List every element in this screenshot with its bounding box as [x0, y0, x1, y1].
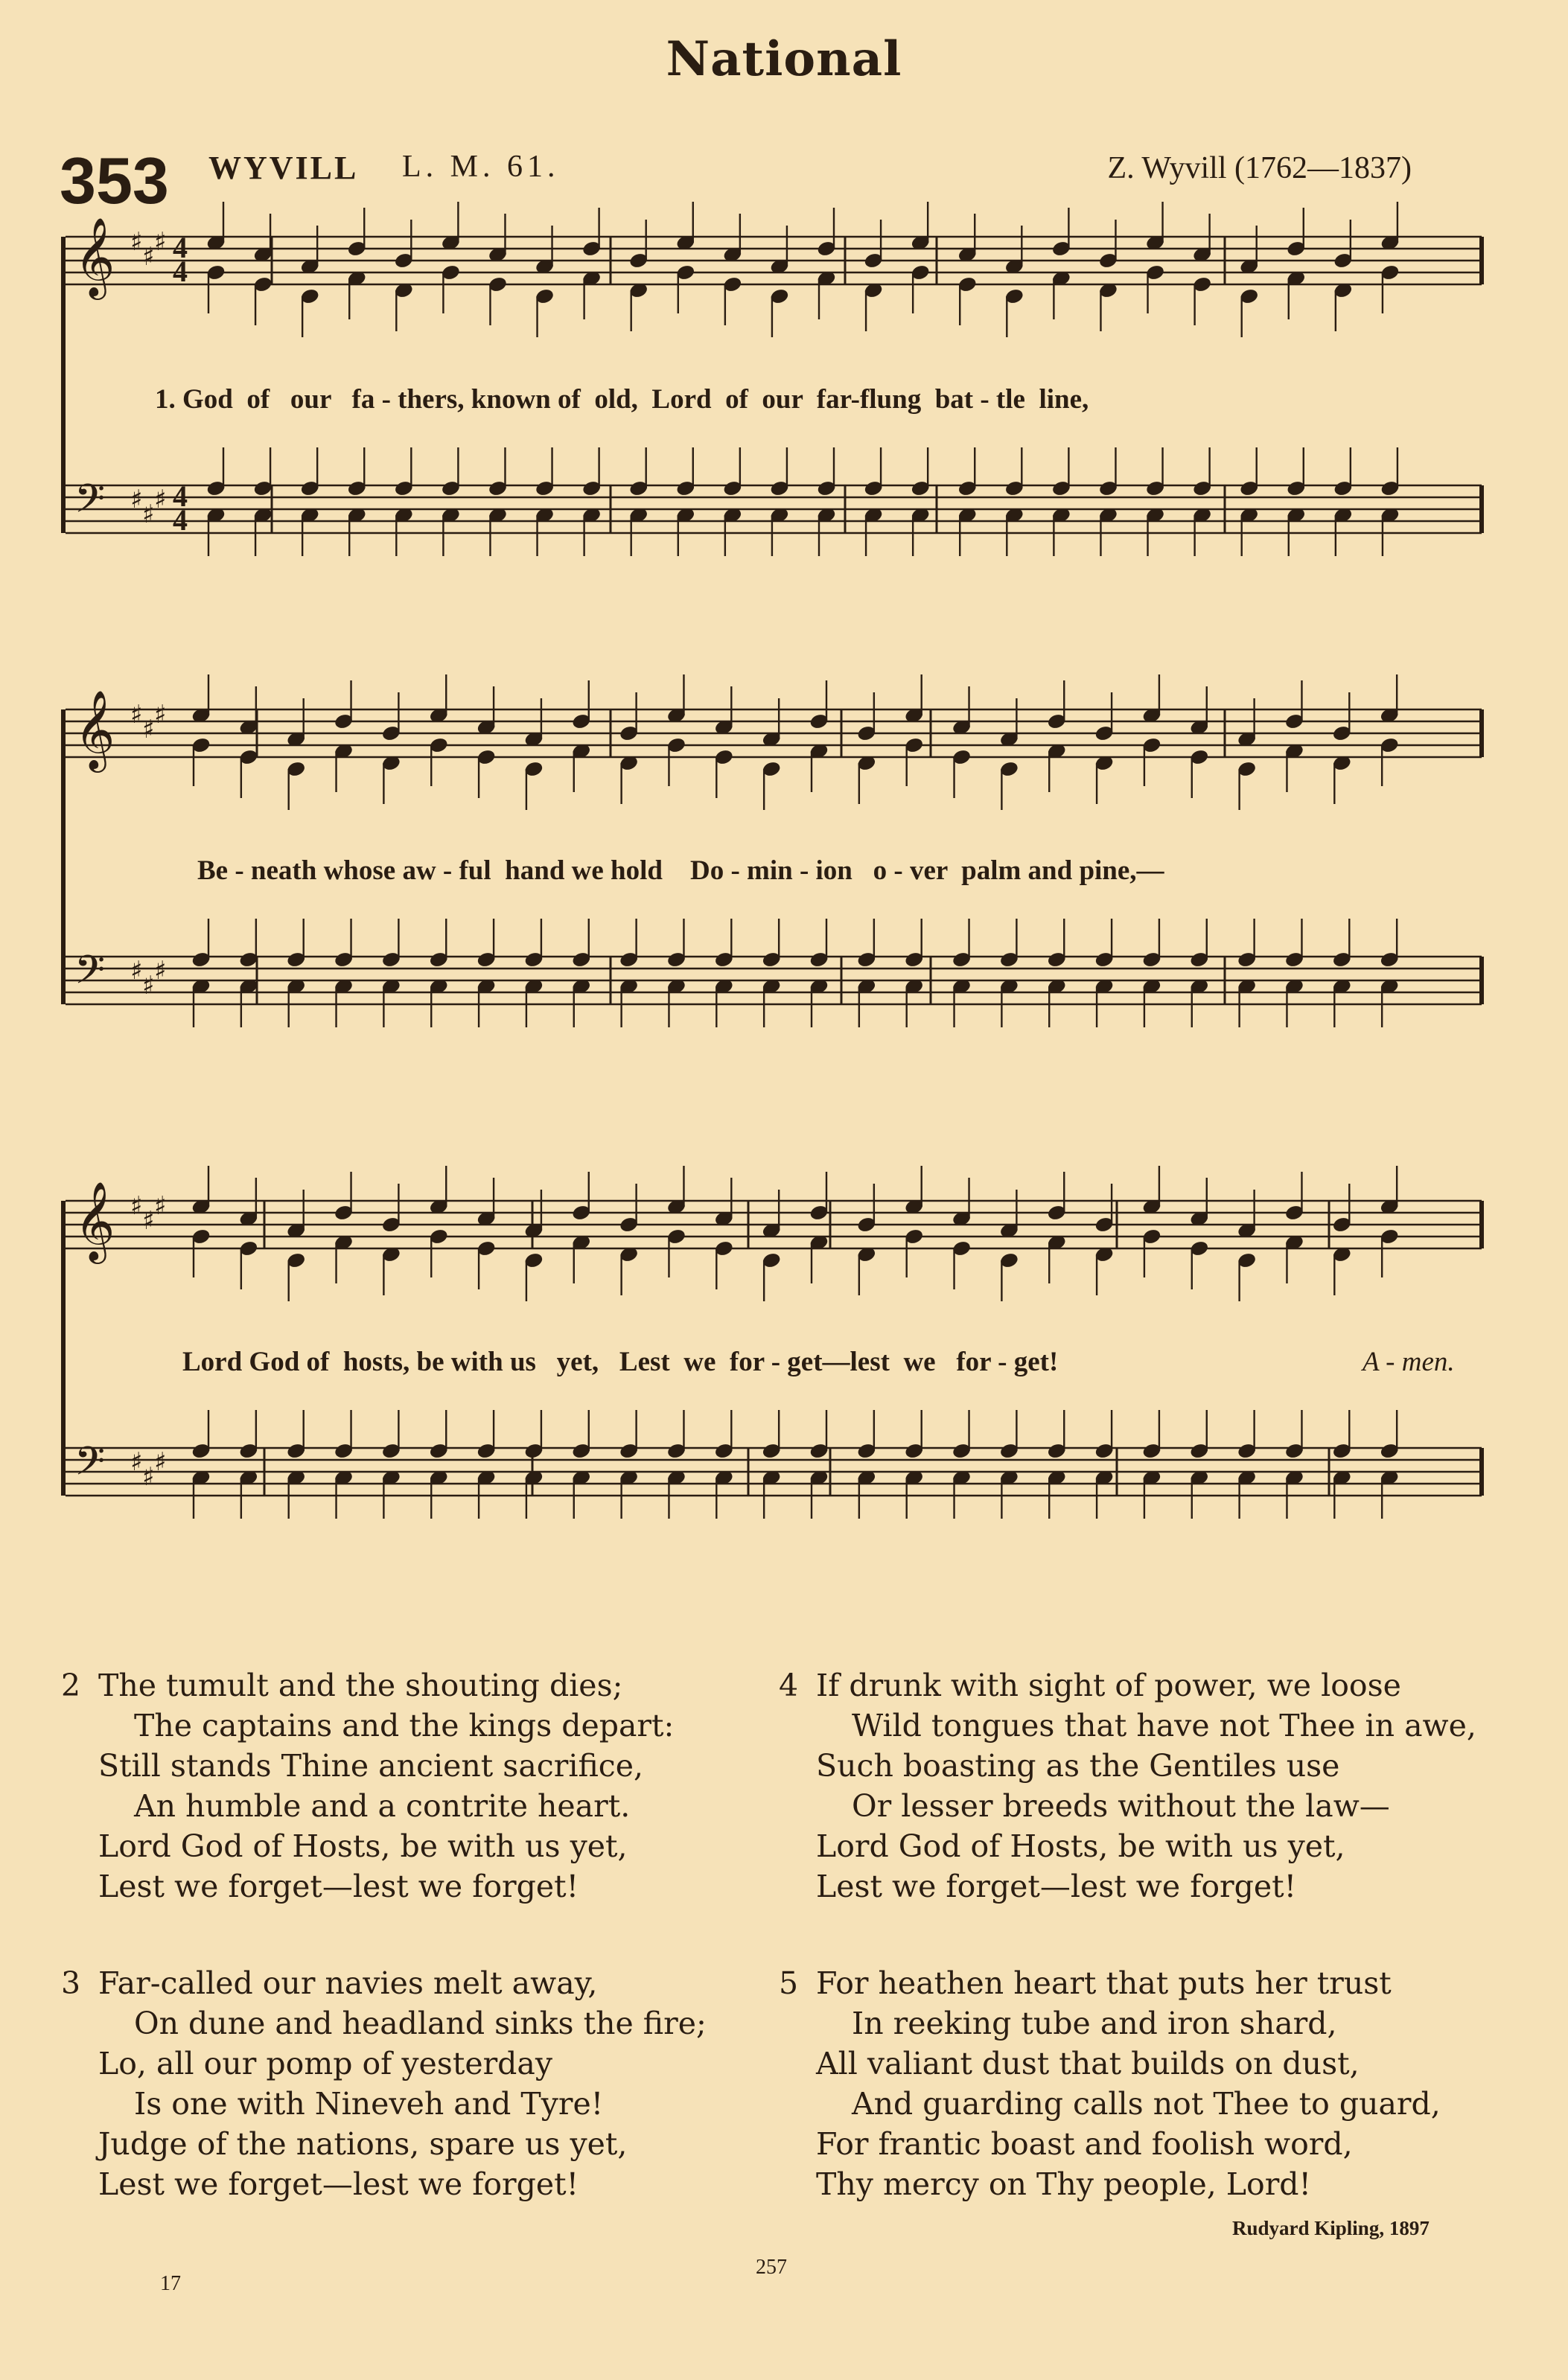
time-signature: 4 [173, 255, 188, 288]
stanza-line: For heathen heart that puts her trust [816, 1965, 1392, 2001]
sharp-sign: ♯ [142, 715, 155, 744]
treble-clef: 𝄞 [74, 1181, 115, 1260]
section-title: National [666, 31, 902, 87]
stanza-line: Judge of the nations, spare us yet, [98, 2126, 628, 2162]
stanza-2 [61, 1665, 675, 1907]
author-credit: Rudyard Kipling, 1897 [1232, 2217, 1430, 2239]
hymn-number: 353 [60, 144, 169, 217]
stanza-line: Far-called our navies melt away, [98, 1965, 598, 2001]
sharp-sign: ♯ [154, 485, 167, 514]
stanza-4 [779, 1665, 1476, 1907]
stanza-line: Thy mercy on Thy people, Lord! [816, 2166, 1312, 2202]
stanza-line: Or lesser breeds without the law— [852, 1788, 1390, 1824]
amen-lyric: A - men. [1363, 1347, 1455, 1377]
meter: L. M. 61. [402, 150, 560, 184]
sharp-sign: ♯ [130, 700, 143, 730]
sharp-sign: ♯ [130, 227, 143, 257]
treble-clef: 𝄞 [74, 217, 115, 296]
composer: Z. Wyvill (1762—1837) [1107, 151, 1412, 185]
stanza-line: Lest we forget—lest we forget! [816, 1869, 1297, 1904]
stanza-3 [61, 1963, 707, 2204]
stanza-line: An humble and a contrite heart. [134, 1788, 631, 1824]
time-signature: 4 [173, 479, 188, 513]
stanza-line: Lest we forget—lest we forget! [98, 2166, 579, 2202]
stanza-line: Is one with Nineveh and Tyre! [134, 2086, 604, 2122]
time-signature: 4 [173, 503, 188, 537]
time-signature: 4 [173, 231, 188, 264]
sharp-sign: ♯ [154, 227, 167, 257]
staff [66, 237, 1482, 284]
stanza-line: On dune and headland sinks the fire; [134, 2006, 707, 2041]
sharp-sign: ♯ [142, 500, 155, 529]
page-number: 257 [756, 2256, 787, 2279]
bass-clef: 𝄢 [74, 476, 106, 532]
stanza-line: Lord God of Hosts, be with us yet, [816, 1828, 1345, 1864]
stanza-number: 4 [779, 1668, 799, 1703]
sharp-sign: ♯ [154, 956, 167, 986]
stanza-line: For frantic boast and foolish word, [816, 2126, 1353, 2162]
sharp-sign: ♯ [154, 1447, 167, 1477]
lyric-line-3: Lord God of hosts, be with us yet, Lest we for - get—lest we for - get! [182, 1347, 1059, 1377]
sharp-sign: ♯ [130, 485, 143, 514]
sharp-sign: ♯ [130, 956, 143, 986]
stanza-line: Such boasting as the Gentiles use [816, 1748, 1340, 1784]
sharp-sign: ♯ [142, 1206, 155, 1236]
sharp-sign: ♯ [130, 1447, 143, 1477]
stanza-line: Wild tongues that have not Thee in awe, [852, 1708, 1476, 1743]
signature-mark: 17 [160, 2272, 181, 2295]
stanza-line: All valiant dust that builds on dust, [816, 2046, 1360, 2081]
lyric-line-2: Be - neath whose aw - ful hand we hold Do - min - ion o - ver palm and pine,— [197, 855, 1164, 886]
stanza-line: In reeking tube and iron shard, [852, 2006, 1337, 2041]
stanza-5 [779, 1963, 1441, 2204]
sharp-sign: ♯ [154, 700, 167, 730]
sharp-sign: ♯ [142, 242, 155, 272]
bass-clef: 𝄢 [74, 1439, 106, 1494]
sharp-sign: ♯ [130, 1191, 143, 1221]
stanza-line: And guarding calls not Thee to guard, [852, 2086, 1441, 2122]
stanza-line: The captains and the kings depart: [134, 1708, 675, 1743]
stanza-number: 3 [61, 1965, 81, 2001]
stanza-line: Lest we forget—lest we forget! [98, 1869, 579, 1904]
stanza-line: If drunk with sight of power, we loose [816, 1668, 1401, 1703]
bass-clef: 𝄢 [74, 948, 106, 1003]
treble-clef: 𝄞 [74, 689, 115, 769]
sharp-sign: ♯ [142, 1462, 155, 1492]
stanza-line: Lord God of Hosts, be with us yet, [98, 1828, 628, 1864]
stanza-line: Lo, all our pomp of yesterday [98, 2046, 553, 2081]
stanza-number: 5 [779, 1965, 799, 2001]
stanza-line: Still stands Thine ancient sacrifice, [98, 1748, 644, 1784]
stanza-number: 2 [61, 1668, 81, 1703]
stanza-line: The tumult and the shouting dies; [98, 1668, 623, 1703]
lyric-line-1: 1. God of our fa - thers, known of old, Lord of our far-flung bat - tle line, [155, 384, 1089, 415]
tune-name: WYVILL [208, 150, 359, 186]
sharp-sign: ♯ [142, 971, 155, 1001]
sharp-sign: ♯ [154, 1191, 167, 1221]
